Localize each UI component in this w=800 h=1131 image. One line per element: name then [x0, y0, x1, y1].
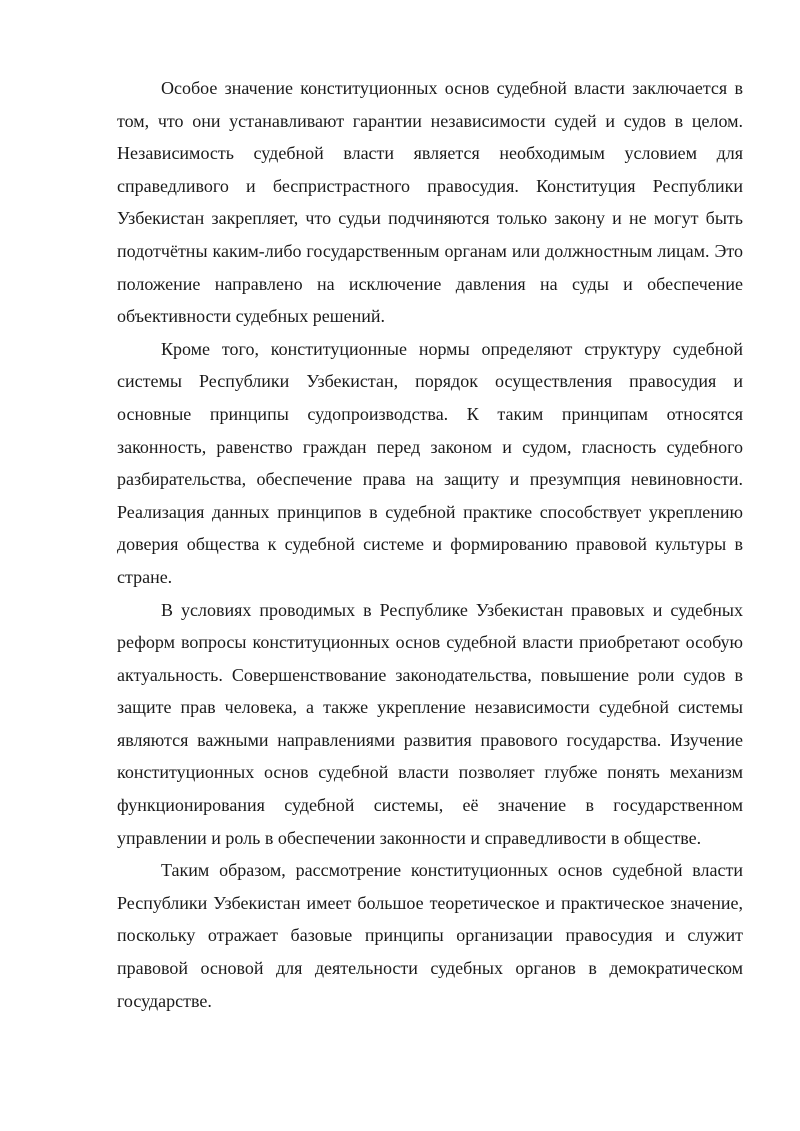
paragraph-legal-reforms: В условиях проводимых в Республике Узбекистан правовых и судебных реформ вопросы конституционных основ судебной власти приобретают особую актуальность. Совершенствование законодательства, повышение роли судов в защите прав человека, а также укрепление независимости судебной системы являются важными направлениями развития правового государства. Изучение конституционных основ судебной власти позволяет глубже понять механизм функционирования судебной системы, её значение в государственном управлении и роль в обеспечении законности и справедливости в обществе. — [117, 599, 743, 848]
paragraph-conclusion: Таким образом, рассмотрение конституционных основ судебной власти Республики Узбекистан имеет большое теоретическое и практическое значение, поскольку отражает базовые принципы организации правосудия и служит правовой основой для деятельности судебных органов в демократическом государстве. — [117, 860, 743, 1011]
paragraph-judicial-independence: Особое значение конституционных основ судебной власти заключается в том, что они устанавливают гарантии независимости судей и судов в целом. Независимость судебной власти является необходимым условием для справедливого и беспристрастного правосудия. Конституция Республики Узбекистан закрепляет, что судьи подчиняются только закону и не могут быть подотчётны каким-либо государственным органам или должностным лицам. Это положение направлено на исключение давления на суды и обеспечение объективности судебных решений. — [117, 78, 743, 327]
document-body — [117, 72, 743, 1017]
paragraph-judicial-principles: Кроме того, конституционные нормы определяют структуру судебной системы Республики Узбекистан, порядок осуществления правосудия и основные принципы судопроизводства. К таким принципам относятся законность, равенство граждан перед законом и судом, гласность судебного разбирательства, обеспечение права на защиту и презумпция невиновности. Реализация данных принципов в судебной практике способствует укреплению доверия общества к судебной системе и формированию правовой культуры в стране. — [117, 338, 743, 587]
